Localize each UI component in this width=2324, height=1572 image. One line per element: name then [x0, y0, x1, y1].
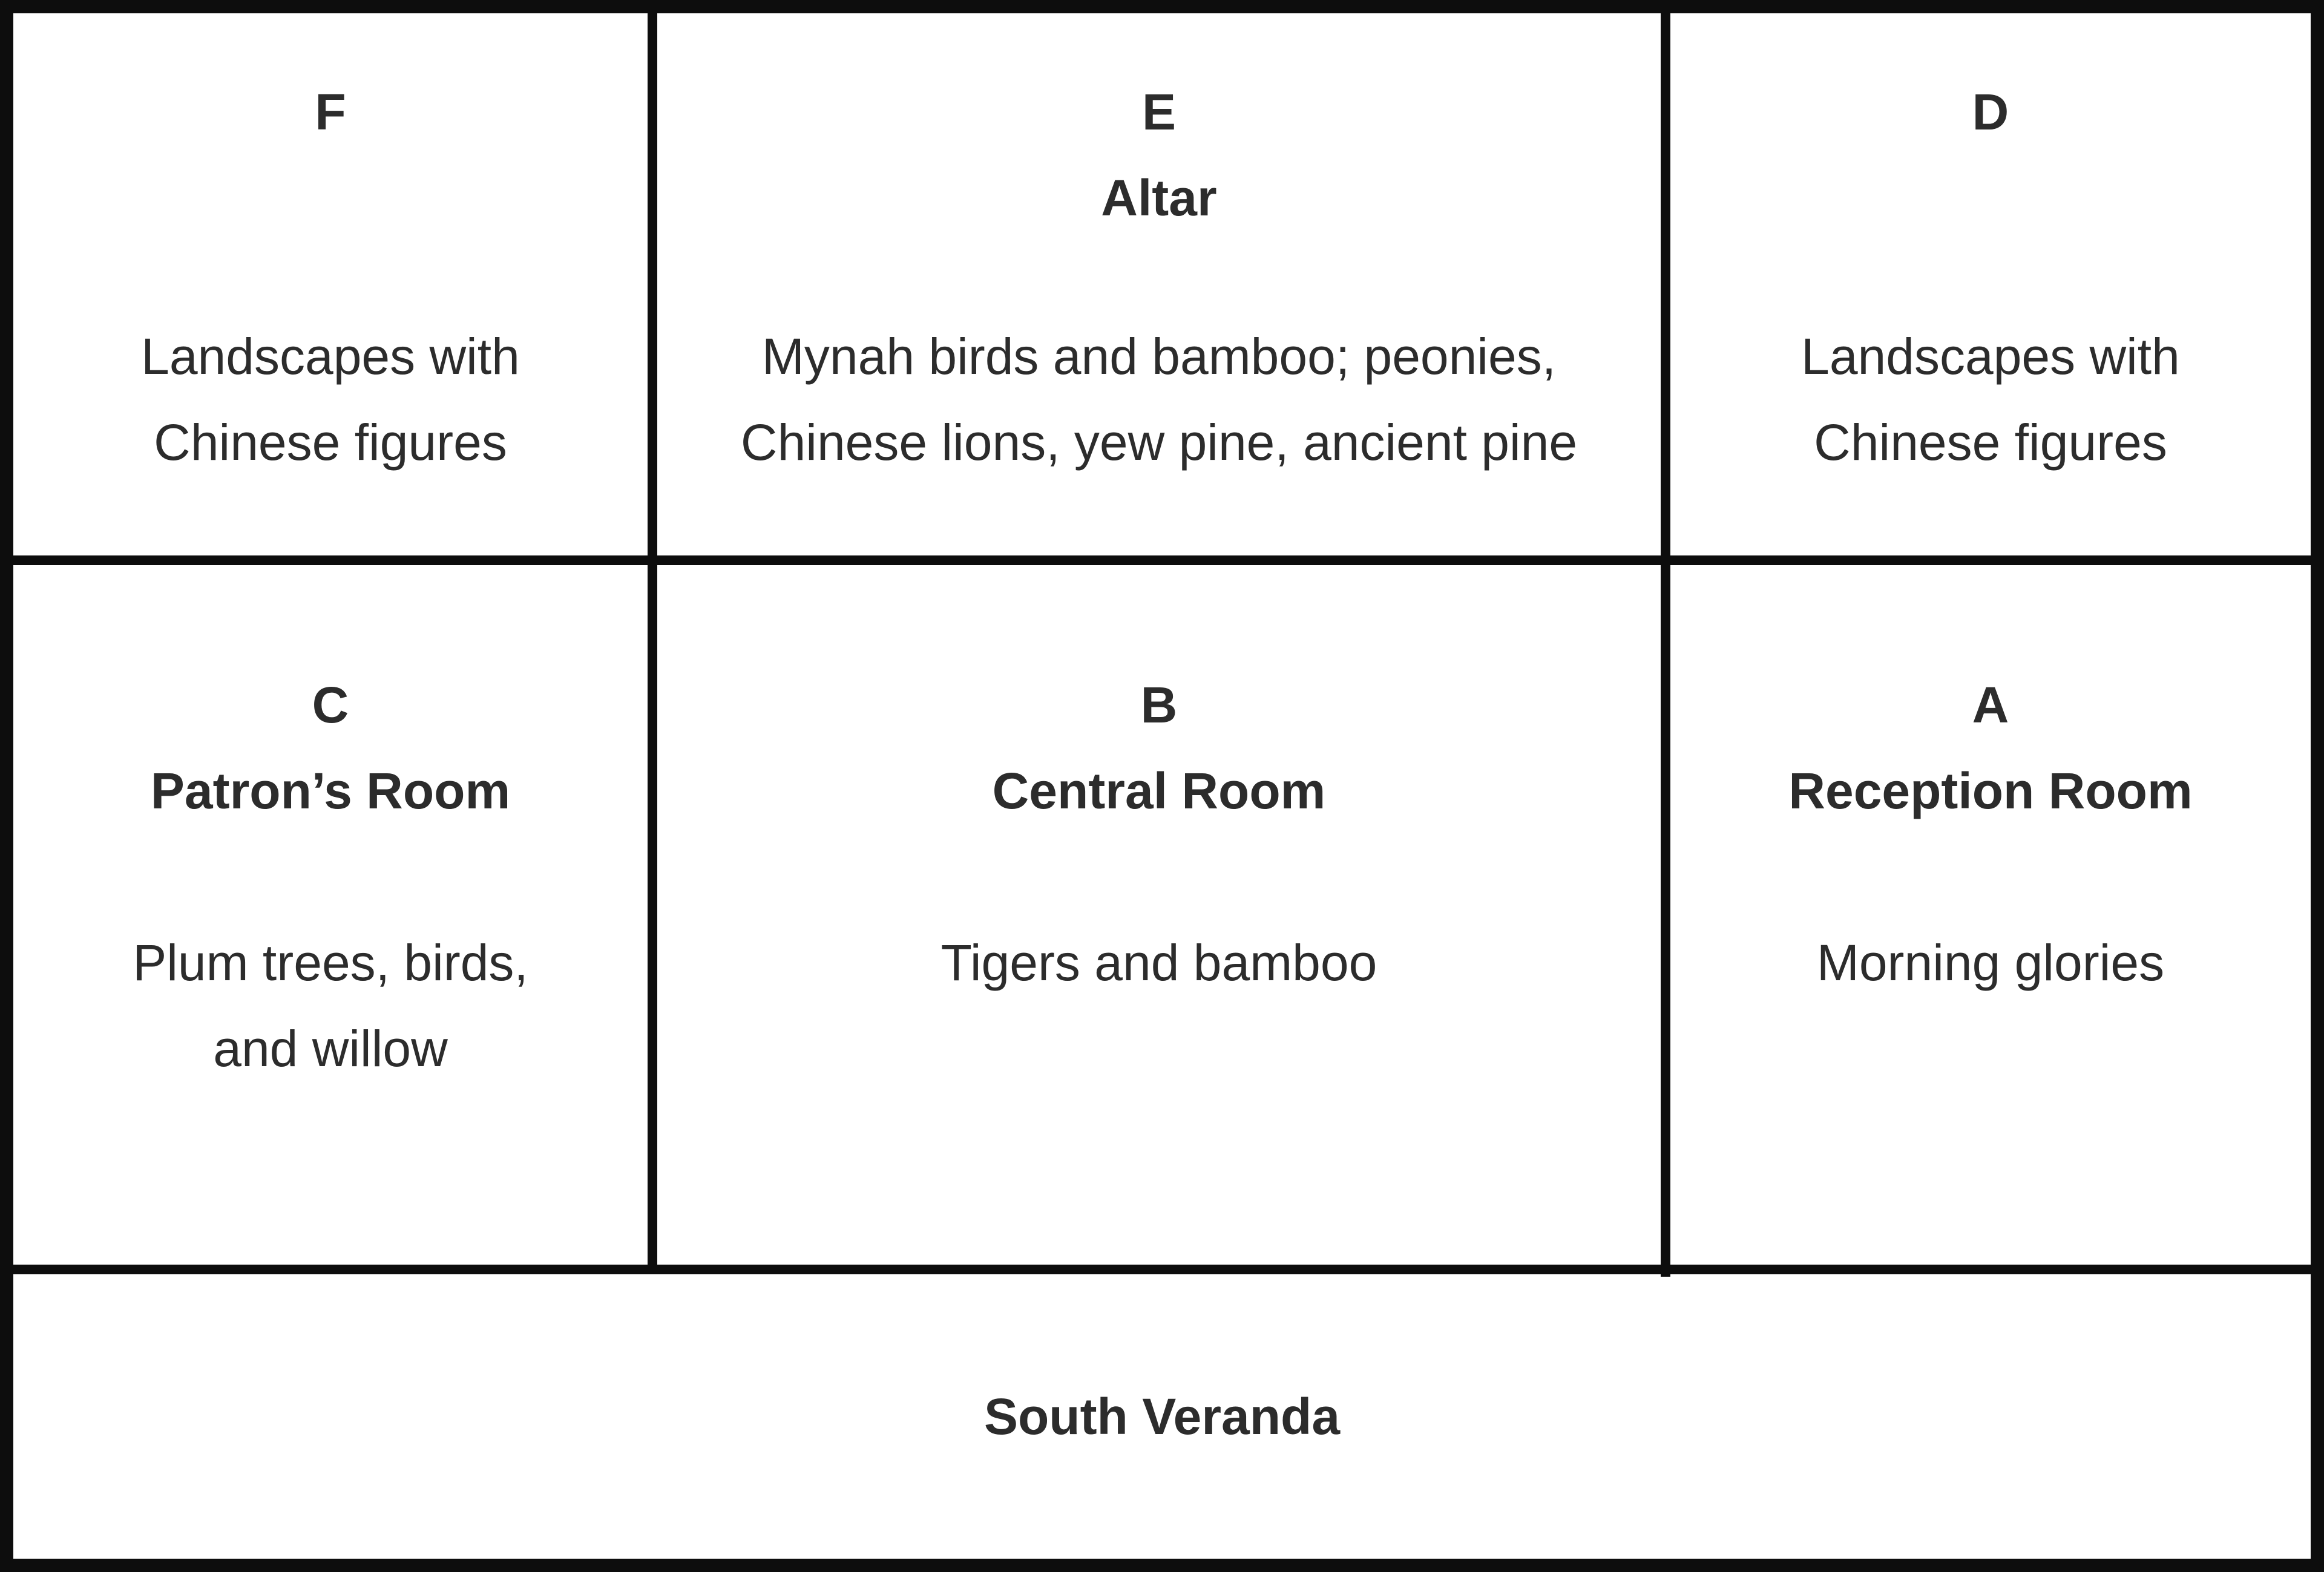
room-d-letter: D — [1972, 84, 2009, 140]
room-a-name: Reception Room — [1788, 762, 2193, 819]
room-a-description-line-1: Morning glories — [1816, 934, 2165, 991]
room-a-letter: A — [1972, 676, 2009, 733]
room-c-letter: C — [312, 676, 349, 733]
room-e-description-line-2: Chinese lions, yew pine, ancient pine — [740, 414, 1578, 471]
room-e-altar — [657, 13, 1661, 555]
room-b-name: Central Room — [992, 762, 1326, 819]
room-f — [13, 13, 648, 555]
wall-above-veranda — [0, 1265, 2324, 1274]
room-f-description-line-2: Chinese figures — [154, 414, 507, 471]
room-f-letter: F — [315, 84, 346, 140]
room-d — [1670, 13, 2311, 555]
room-e-name: Altar — [1101, 169, 1217, 226]
room-e-description-line-1: Mynah birds and bamboo; peonies, — [761, 328, 1557, 385]
outer-wall-bottom — [0, 1559, 2324, 1572]
outer-wall-top — [0, 0, 2324, 13]
room-c-name: Patron’s Room — [150, 762, 511, 819]
room-c-description-line-1: Plum trees, birds, — [133, 934, 528, 991]
room-d-description-line-2: Chinese figures — [1814, 414, 2167, 471]
wall-left-column-divider — [648, 0, 657, 1269]
wall-right-column-divider — [1661, 0, 1670, 1277]
room-b-description-line-1: Tigers and bamboo — [940, 934, 1377, 991]
south-veranda-name: South Veranda — [983, 1388, 1341, 1445]
room-d-description-line-1: Landscapes with — [1801, 328, 2180, 385]
south-veranda — [13, 1274, 2311, 1559]
room-a-reception-room — [1670, 565, 2311, 1265]
room-b-central-room — [657, 565, 1661, 1265]
room-c-description-line-2: and willow — [213, 1020, 448, 1077]
room-b-letter: B — [1140, 676, 1178, 733]
wall-between-upper-and-middle-rows — [0, 555, 2324, 565]
room-e-letter: E — [1141, 84, 1177, 140]
outer-wall-right — [2311, 0, 2324, 1572]
room-c-patrons-room — [13, 565, 648, 1265]
room-f-description-line-1: Landscapes with — [141, 328, 520, 385]
outer-wall-left — [0, 0, 13, 1572]
